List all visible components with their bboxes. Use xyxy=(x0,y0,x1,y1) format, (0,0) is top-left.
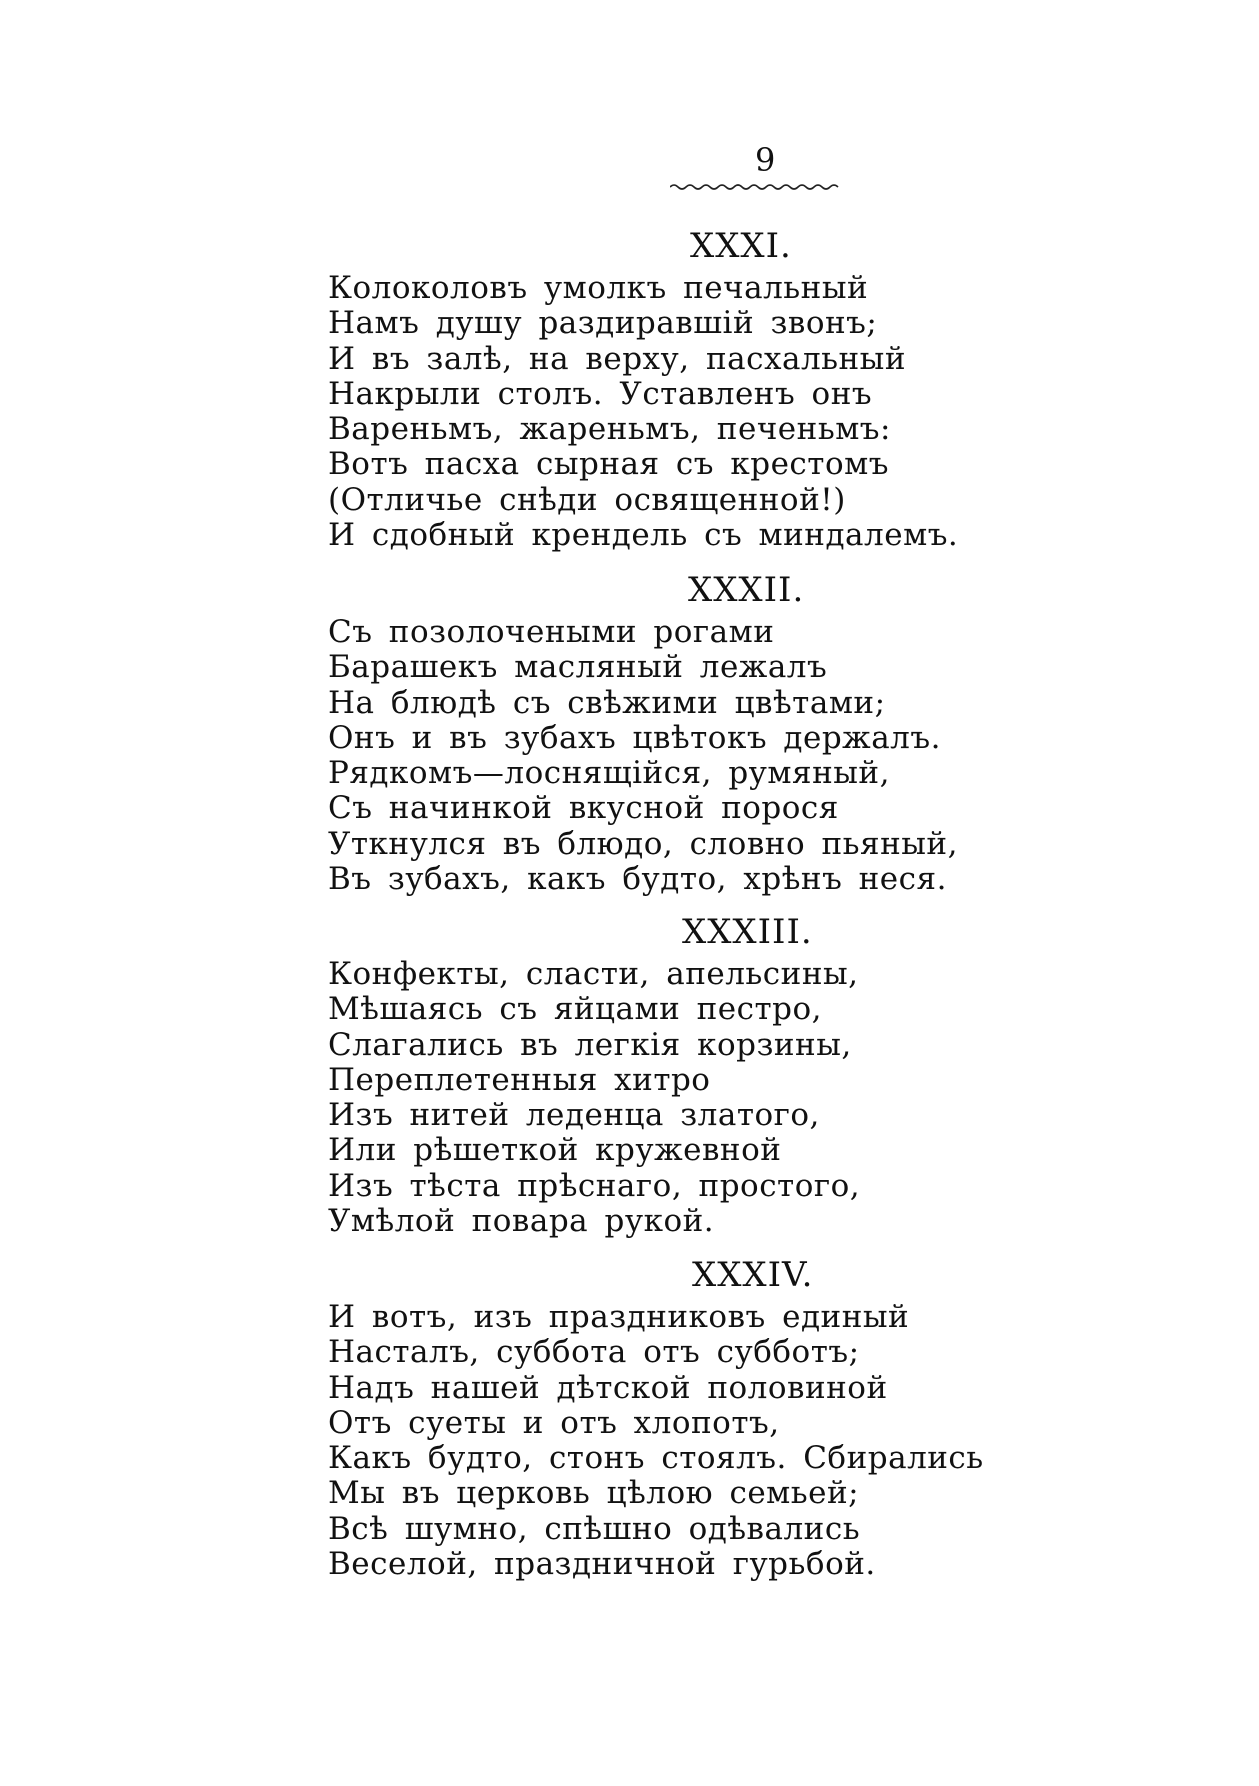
verse-line: Уткнулся въ блюдо, словно пьяный, xyxy=(328,825,958,862)
verse-line: Накрыли столъ. Уставленъ онъ xyxy=(328,375,873,412)
verse-line: Вотъ пасха сырная съ крестомъ xyxy=(328,446,889,483)
verse-line: Вареньмъ, жареньмъ, печеньмъ: xyxy=(328,411,891,448)
stanza xyxy=(328,957,860,1239)
stanza-heading: XXXIII. xyxy=(682,912,813,952)
verse-line: Переплетенныя хитро xyxy=(328,1061,711,1098)
stanza xyxy=(328,271,958,553)
verse-line: Онъ и въ зубахъ цвѣтокъ держалъ. xyxy=(328,719,941,756)
verse-line: Какъ будто, стонъ стоялъ. Сбирались xyxy=(328,1440,984,1477)
stanza-heading: XXXIV. xyxy=(692,1255,814,1295)
stanza xyxy=(328,615,958,897)
stanza-heading: XXXII. xyxy=(688,570,805,610)
verse-line: Насталъ, суббота отъ субботъ; xyxy=(328,1334,860,1371)
verse-line: И вотъ, изъ праздниковъ единый xyxy=(328,1299,910,1335)
verse-line: Мы въ церковь цѣлою семьей; xyxy=(328,1475,860,1512)
verse-line: Барашекъ масляный лежалъ xyxy=(328,649,828,686)
verse-line: Мѣшаясь съ яйцами пестро, xyxy=(328,991,822,1028)
verse-line: Колоколовъ умолкъ печальный xyxy=(328,270,869,306)
verse-line: Конфекты, сласти, апельсины, xyxy=(328,956,859,992)
verse-line: Въ зубахъ, какъ будто, хрѣнъ неся. xyxy=(328,861,947,898)
verse-line: Съ позолочеными рогами xyxy=(328,614,775,650)
verse-line: Надъ нашей дѣтской половиной xyxy=(328,1369,888,1406)
verse-line: Или рѣшеткой кружевной xyxy=(328,1132,782,1169)
verse-line: И сдобный крендель съ миндалемъ. xyxy=(328,517,959,554)
verse-line: Веселой, праздничной гурьбой. xyxy=(328,1546,876,1583)
verse-line: На блюдѣ съ свѣжими цвѣтами; xyxy=(328,684,886,721)
verse-line: (Отличье снѣди освященной!) xyxy=(328,481,846,518)
verse-line: Отъ суеты и отъ хлопотъ, xyxy=(328,1404,780,1441)
verse-line: Слагались въ легкія корзины, xyxy=(328,1026,852,1063)
verse-line: Изъ тѣста прѣснаго, простого, xyxy=(328,1167,861,1204)
verse-line: Намъ душу раздиравшій звонъ; xyxy=(328,305,878,342)
verse-line: И въ залѣ, на верху, пасхальный xyxy=(328,340,907,377)
verse-line: Всѣ шумно, спѣшно одѣвались xyxy=(328,1510,861,1547)
verse-line: Изъ нитей леденца златого, xyxy=(328,1097,820,1134)
page-number: 9 xyxy=(755,141,776,179)
verse-line: Рядкомъ—лоснящійся, румяный, xyxy=(328,755,890,792)
verse-line: Съ начинкой вкусной порося xyxy=(328,790,839,827)
stanza xyxy=(328,1300,984,1582)
verse-line: Умѣлой повара рукой. xyxy=(328,1203,715,1240)
stanza-heading: XXXI. xyxy=(690,226,792,266)
decorative-wavy-rule xyxy=(670,182,840,192)
